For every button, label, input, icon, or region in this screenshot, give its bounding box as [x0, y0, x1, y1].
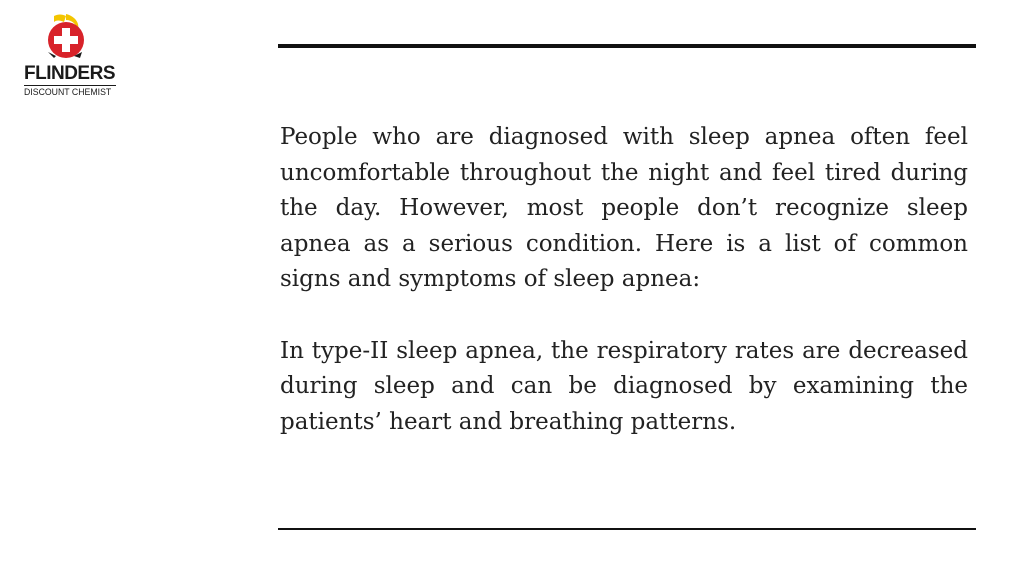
pharmacy-cross-logo-icon — [44, 12, 92, 68]
brand-name: FLINDERS — [24, 63, 115, 84]
brand-divider — [24, 85, 116, 86]
body-text — [280, 120, 968, 440]
top-divider — [278, 44, 976, 48]
brand-logo — [24, 12, 120, 108]
bottom-divider — [278, 528, 976, 530]
brand-tagline: DISCOUNT CHEMIST — [24, 87, 112, 98]
paragraph-2: In type-II sleep apnea, the respiratory rates are decreased during sleep and can be diagnosed by examining the patients’ heart and breathing patterns. — [280, 337, 968, 435]
paragraph-1: People who are diagnosed with sleep apnea often feel uncomfortable throughout the night and feel tired during the day. However, most people don’t recognize sleep apnea as a serious condition. Here is a list of common signs and symptoms of sleep apnea: — [280, 124, 968, 292]
